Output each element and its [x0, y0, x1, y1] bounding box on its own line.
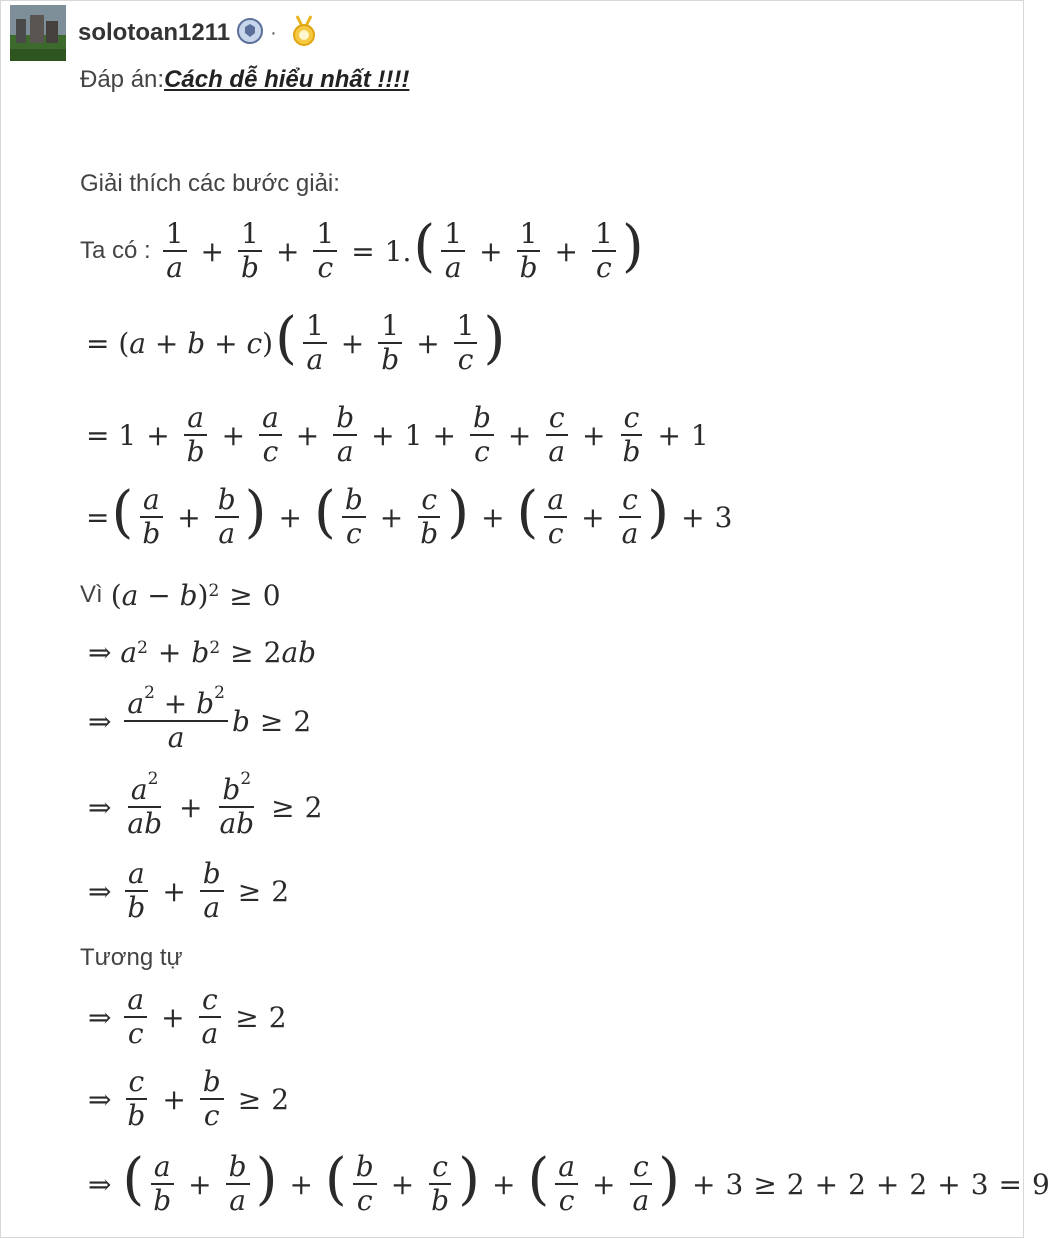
tuong-tu-label: Tương tự [80, 944, 183, 971]
explanation-heading: Giải thích các bước giải: [80, 170, 340, 197]
math-line: ⇒ $\frac{c}{b}$ + $\frac{b}{c}$ ≥ 2 [88, 1064, 290, 1132]
math-line: ⇒ ( $\frac{a}{b}$ + $\frac{b}{a}$ ) + ( $\frac{b}{c}$ + $\frac{c}{b}$ ) + ( $\frac{a}{c}$ + $\frac{c}{a}$ ) + 3 ≥ 2 + 2 + 2 + 3 = 9 [88, 1147, 1050, 1217]
rank-badge-icon [236, 17, 264, 49]
avatar[interactable] [10, 5, 66, 61]
separator: · [270, 21, 277, 44]
vi-label: Vì [80, 581, 103, 608]
math-line: ⇒ $\frac{a^2}{ab}$ + $\frac{b^2}{ab}$ ≥ 2 [88, 769, 323, 840]
answer-line [80, 66, 409, 94]
ta-co-label: Ta có : [80, 237, 151, 264]
username[interactable]: solotoan1211 [78, 19, 231, 46]
medal-icon [289, 14, 319, 52]
math-line: ⇒ a $^2$ + b $^2$ ≥ 2 ab [88, 635, 317, 669]
math-line: ⇒ $\frac{a}{c}$ + $\frac{c}{a}$ ≥ 2 [88, 982, 287, 1050]
math-line: Vì ( a − b ) $^2$ ≥ 0 [80, 578, 281, 612]
answer-header [10, 4, 319, 62]
math-line: ⇒ $\frac{a}{b}$ + $\frac{b}{a}$ ≥ 2 [88, 856, 290, 924]
math-line: ⇒ $\frac{a^2 + b^2}{a}$ b ≥ 2 [88, 683, 312, 754]
math-line: = ( a + b + c ) ( $\frac{1}{a}$ + $\frac{1}{b}$ + $\frac{1}{c}$ ) [86, 306, 506, 376]
answer-label: Đáp án: [80, 66, 165, 93]
answer-value: Cách dễ hiểu nhất !!!! [164, 66, 410, 93]
math-line: Ta có : $\frac{1}{a}$ + $\frac{1}{b}$ + $\frac{1}{c}$ = 1. ( $\frac{1}{a}$ + $\frac{1}{b}$ + $\frac{1}{c}$ ) [80, 214, 644, 284]
math-line: = ( $\frac{a}{b}$ + $\frac{b}{a}$ ) + ( $\frac{b}{c}$ + $\frac{c}{b}$ ) + ( $\frac{a}{c}$ + $\frac{c}{a}$ ) + 3 [86, 480, 733, 550]
math-line: = 1 + $\frac{a}{b}$ + $\frac{a}{c}$ + $\frac{b}{a}$ + 1 + $\frac{b}{c}$ + $\frac{c}{a}$ + $\frac{c}{b}$ + 1 [86, 400, 709, 468]
